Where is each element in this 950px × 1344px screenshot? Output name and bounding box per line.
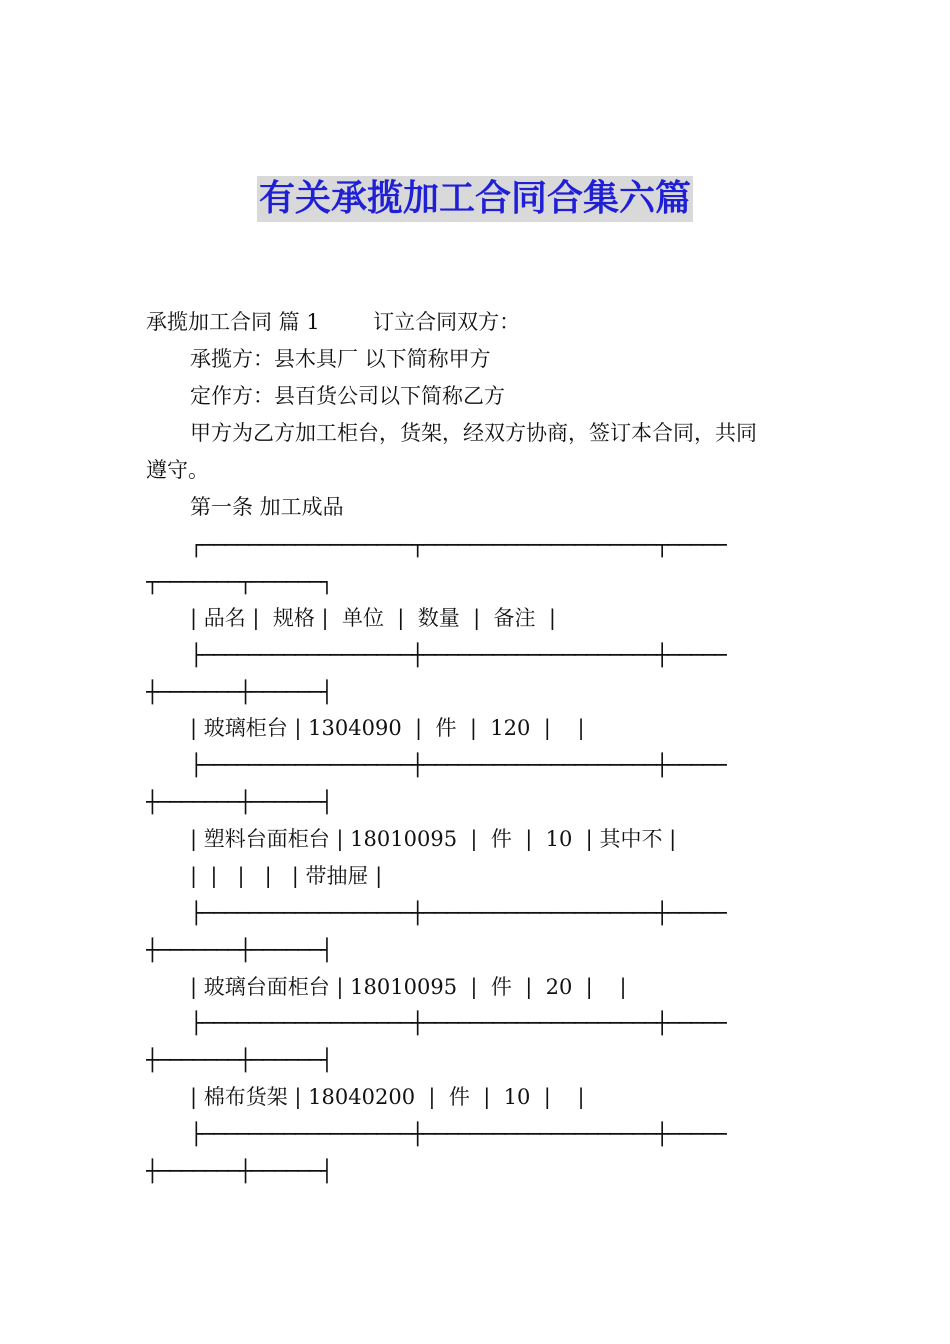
table-separator: ├──────────────────┼────────────────────┼───── bbox=[190, 1122, 726, 1146]
table-separator-wrap: ┼───────┼──────┤ bbox=[146, 1159, 333, 1183]
table-separator-wrap: ┼───────┼──────┤ bbox=[146, 938, 333, 962]
paragraph-agreement-line1: 甲方为乙方加工柜台，货架，经双方协商，签订本合同，共同 bbox=[190, 421, 757, 445]
table-separator: ├──────────────────┼────────────────────┼───── bbox=[190, 643, 726, 667]
table-separator: ├──────────────────┼────────────────────┼───── bbox=[190, 901, 726, 925]
table-row: | 塑料台面柜台 | 18010095 | 件 | 10 | 其中不 | bbox=[190, 827, 677, 851]
table-separator-wrap: ┼───────┼──────┤ bbox=[146, 790, 333, 814]
table-border-top: ┌──────────────────┬────────────────────┬───── bbox=[190, 533, 726, 557]
table-row-continuation: | | | | | 带抽屉 | bbox=[190, 864, 383, 888]
paragraph-contract-heading: 承揽加工合同 篇 1 订立合同双方： bbox=[146, 310, 521, 334]
document-title: 有关承揽加工合同合集六篇 bbox=[257, 176, 693, 222]
table-separator-wrap: ┼───────┼──────┤ bbox=[146, 680, 333, 704]
table-header-row: | 品名 | 规格 | 单位 | 数量 | 备注 | bbox=[190, 606, 556, 630]
table-separator: ├──────────────────┼────────────────────┼───── bbox=[190, 753, 726, 777]
paragraph-contractor: 承揽方：县木具厂 以下简称甲方 bbox=[190, 347, 491, 371]
table-row: | 玻璃柜台 | 1304090 | 件 | 120 | | bbox=[190, 716, 585, 740]
table-row: | 棉布货架 | 18040200 | 件 | 10 | | bbox=[190, 1085, 585, 1109]
paragraph-client: 定作方：县百货公司以下简称乙方 bbox=[190, 384, 505, 408]
table-row: | 玻璃台面柜台 | 18010095 | 件 | 20 | | bbox=[190, 975, 627, 999]
paragraph-agreement-line2: 遵守。 bbox=[146, 458, 209, 482]
title-container bbox=[0, 176, 950, 222]
table-separator: ├──────────────────┼────────────────────┼───── bbox=[190, 1011, 726, 1035]
table-separator-wrap: ┼───────┼──────┤ bbox=[146, 1048, 333, 1072]
table-border-top-wrap: ┬───────┬──────┐ bbox=[146, 570, 333, 594]
section-heading-article1: 第一条 加工成品 bbox=[190, 495, 344, 519]
